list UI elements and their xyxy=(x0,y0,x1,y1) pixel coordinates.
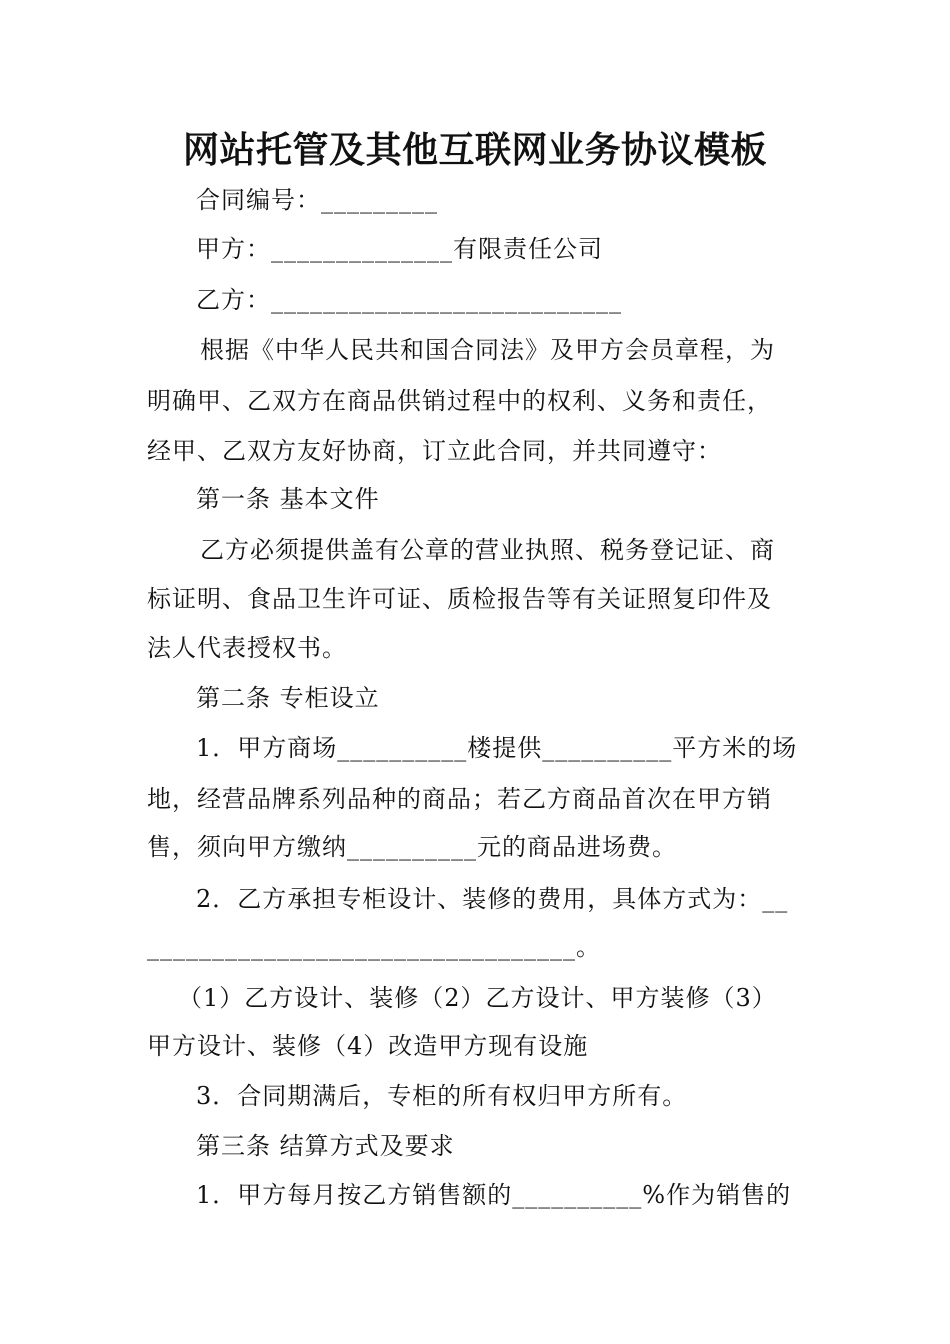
article-2-heading: 第二条 专柜设立 xyxy=(196,684,380,712)
article-2-item-2-line-1: 2．乙方承担专柜设计、装修的费用，具体方式为：__ xyxy=(196,885,789,913)
article-3-item-1-line-1: 1．甲方每月按乙方销售额的__________%作为销售的 xyxy=(196,1181,792,1209)
article-1-line-2: 标证明、食品卫生许可证、质检报告等有关证照复印件及 xyxy=(147,585,772,613)
contract-number-line: 合同编号：_________ xyxy=(196,186,438,214)
article-2-item-2-line-2: _________________________________。 xyxy=(147,933,601,961)
article-2-options-line-2: 甲方设计、装修（4）改造甲方现有设施 xyxy=(147,1032,589,1060)
article-2-item-3: 3．合同期满后，专柜的所有权归甲方所有。 xyxy=(196,1082,688,1110)
article-2-item-1-line-1: 1．甲方商场__________楼提供__________平方米的场 xyxy=(196,734,798,762)
document-title: 网站托管及其他互联网业务协议模板 xyxy=(182,130,767,171)
article-2-item-1-line-2: 地，经营品牌系列品种的商品；若乙方商品首次在甲方销 xyxy=(147,785,772,813)
preamble-line-2: 明确甲、乙双方在商品供销过程中的权利、义务和责任， xyxy=(147,387,772,415)
article-1-line-1: 乙方必须提供盖有公章的营业执照、税务登记证、商 xyxy=(200,536,775,564)
preamble-line-1: 根据《中华人民共和国合同法》及甲方会员章程，为 xyxy=(200,336,775,364)
article-1-heading: 第一条 基本文件 xyxy=(196,485,380,513)
article-3-heading: 第三条 结算方式及要求 xyxy=(196,1132,455,1160)
article-2-options-line-1: （1）乙方设计、装修（2）乙方设计、甲方装修（3） xyxy=(178,984,777,1012)
party-a-line: 甲方：______________有限责任公司 xyxy=(196,235,603,263)
article-2-item-1-line-3: 售，须向甲方缴纳__________元的商品进场费。 xyxy=(147,833,677,861)
preamble-line-3: 经甲、乙双方友好协商，订立此合同，并共同遵守： xyxy=(147,437,722,465)
party-b-line: 乙方：___________________________ xyxy=(196,286,622,314)
article-1-line-3: 法人代表授权书。 xyxy=(147,634,347,662)
